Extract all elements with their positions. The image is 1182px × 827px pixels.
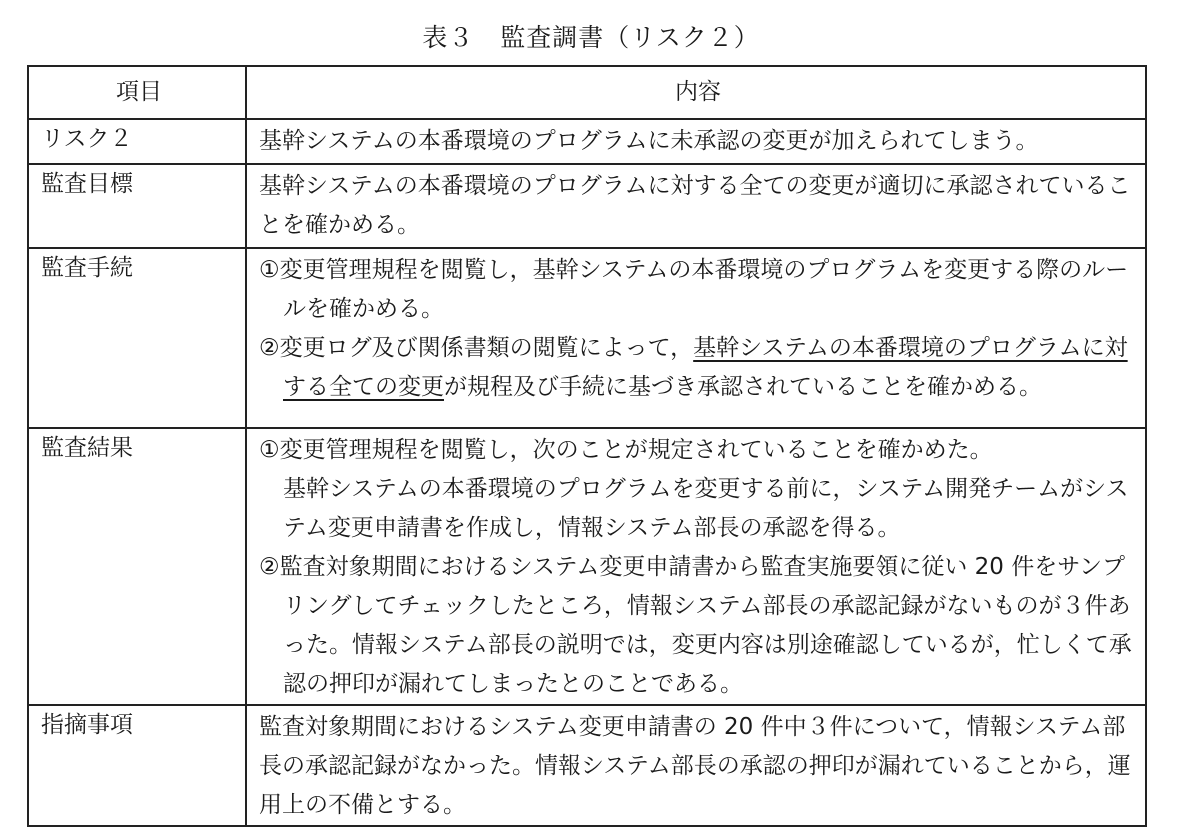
table-row-risk [28,119,1146,164]
row-label: 監査目標 [28,164,246,248]
row-content [246,248,1146,428]
row-content [246,119,1146,164]
row-label: 監査手続 [28,248,246,428]
table-title: 表３ 監査調書（リスク２） [422,23,760,52]
header-item: 項目 [28,66,246,119]
audit-table [27,65,1147,827]
table-row-result [28,428,1146,705]
procedure-item-2-underlined: 基幹システムの本番環境のプログラムに対する全ての変更 [283,335,1128,400]
finding-text: 監査対象期間におけるシステム変更申請書の 20 件中３件について，情報システム部長の承認記録がなかった。情報システム部長の承認の押印が漏れていることから，運用上の不備とする。 [259,714,1131,818]
row-content [246,428,1146,705]
row-content [246,164,1146,248]
table-row-procedure [28,248,1146,428]
procedure-item-2 [259,329,1137,407]
row-label: リスク２ [28,119,246,164]
procedure-item-2-pre: ②変更ログ及び関係書類の閲覧によって， [259,335,694,361]
row-content [246,705,1146,826]
risk-text: 基幹システムの本番環境のプログラムに未承認の変更が加えられてしまう。 [259,128,1039,154]
procedure-item-2-post: が規程及び手続に基づき承認されていることを確かめる。 [444,374,1042,400]
header-content: 内容 [246,66,1146,119]
row-label: 指摘事項 [28,705,246,826]
result-item-1-detail: 基幹システムの本番環境のプログラムを変更する前に，システム開発チームがシステム変更申請書を作成し，情報システム部長の承認を得る。 [283,476,1129,541]
table-header-row [28,66,1146,119]
procedure-item-1: ①変更管理規程を閲覧し，基幹システムの本番環境のプログラムを変更する際のルールを確かめる。 [259,257,1129,322]
table-row-objective [28,164,1146,248]
table-row-finding [28,705,1146,826]
row-label: 監査結果 [28,428,246,705]
result-item-2: ②監査対象期間におけるシステム変更申請書から監査実施要領に従い 20 件をサンプリングしてチェックしたところ，情報システム部長の承認記録がないものが３件あった。情報システム部長の説明では，変更内容は別途確認しているが，忙しくて承認の押印が漏れてしまったとのことである。 [259,554,1132,697]
result-item-1: ①変更管理規程を閲覧し，次のことが規定されていることを確かめた。 [259,437,993,463]
objective-text: 基幹システムの本番環境のプログラムに対する全ての変更が適切に承認されていることを確かめる。 [259,173,1131,238]
